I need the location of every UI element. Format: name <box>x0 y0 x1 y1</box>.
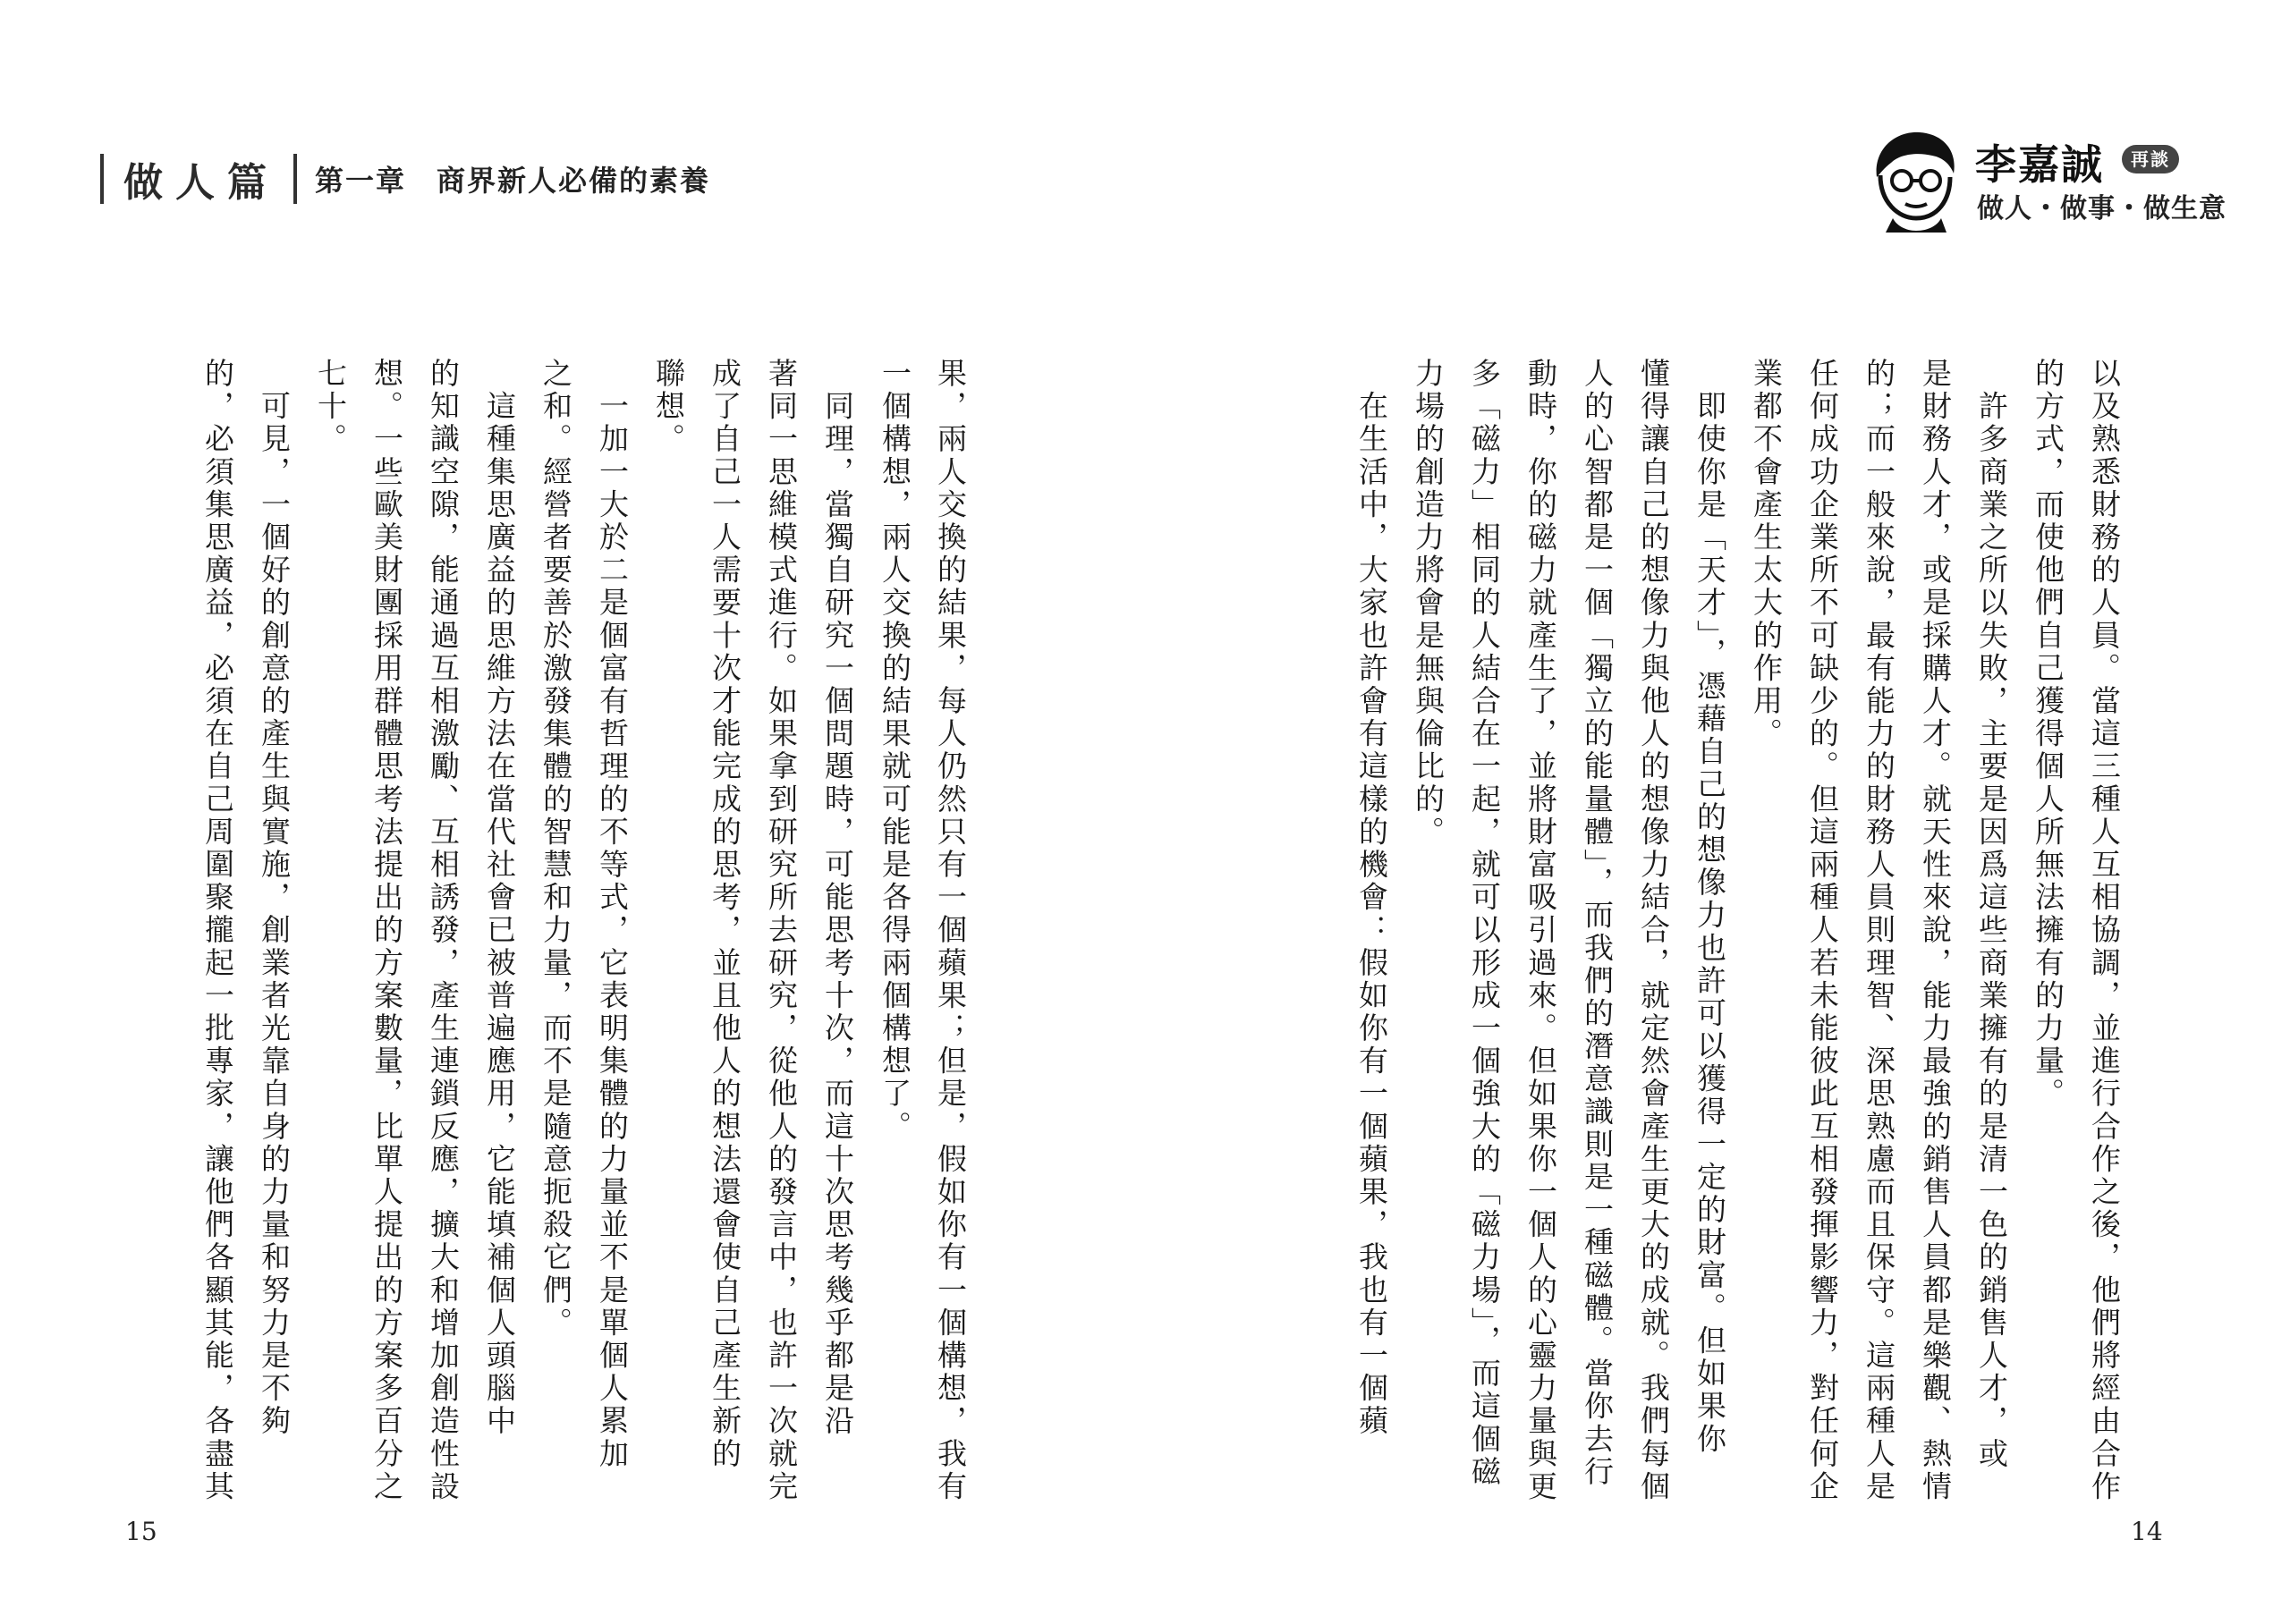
text-column: 任何成功企業所不可缺少的。但這兩種人若未能彼此互相發揮影響力，對任何企 <box>1805 358 1840 1503</box>
text-column: 這種集思廣益的思維方法在當代社會已被普遍應用，它能填補個人頭腦中 <box>482 358 517 1438</box>
page-number-right: 14 <box>2131 1517 2163 1546</box>
text-column: 著同一思維模式進行。如果拿到研究所去研究，從他人的發言中，也許一次就完 <box>764 358 799 1503</box>
section-title: 做人篇 <box>123 160 279 206</box>
text-column: 許多商業之所以失敗，主要是因爲這些商業擁有的是清一色的銷售人才，或 <box>1974 358 2009 1471</box>
text-column: 是財務人才，或是採購人才。就天性來說，能力最強的銷售人員都是樂觀、熱情 <box>1918 358 1953 1503</box>
text-column: 之和。經營者要善於激發集體的智慧和力量，而不是隨意扼殺它們。 <box>539 358 573 1340</box>
text-column: 可見，一個好的創意的產生與實施，創業者光靠自身的力量和努力是不夠 <box>257 358 292 1438</box>
text-column: 七十。 <box>313 358 348 456</box>
logo-badge: 再談 <box>2122 145 2179 173</box>
logo-subtitle: 做人・做事・做生意 <box>1977 193 2226 224</box>
text-column: 以及熟悉財務的人員。當這三種人互相協調，並進行合作之後，他們將經由合作 <box>2087 358 2122 1503</box>
text-column: 的；而一般來說，最有能力的財務人員則理智、深思熟慮而且保守。這兩種人是 <box>1862 358 1896 1503</box>
text-column: 同理，當獨自研究一個問題時，可能思考十次，而這十次思考幾乎都是沿 <box>820 358 855 1438</box>
page-number-left: 15 <box>125 1517 157 1546</box>
text-column: 懂得讓自己的想像力與他人的想像力結合，就定然會產生更大的成就。我們每個 <box>1636 358 1671 1503</box>
text-column: 的方式，而使他們自己獲得個人所無法擁有的力量。 <box>2031 358 2065 1111</box>
text-column: 成了自己一人需要十次才能完成的思考，並且他人的想法還會使自己產生新的 <box>708 358 742 1471</box>
author-portrait-icon <box>1861 125 1968 233</box>
text-column: 的，必須集思廣益，必須在自己周圍聚攏起一批專家，讓他們各顯其能，各盡其 <box>200 358 235 1503</box>
text-column: 的知識空隙，能通過互相激勵、互相誘發，產生連鎖反應，擴大和增加創造性設 <box>426 358 461 1503</box>
text-column: 動時，你的磁力就產生了，並將財富吸引過來。但如果你一個人的心靈力量與更 <box>1523 358 1558 1503</box>
book-logo <box>1861 125 2226 233</box>
chapter-title: 第一章 商界新人必備的素養 <box>315 164 711 198</box>
text-column: 在生活中，大家也許會有這樣的機會：假如你有一個蘋果，我也有一個蘋 <box>1354 358 1389 1438</box>
text-column: 業都不會產生太大的作用。 <box>1749 358 1784 751</box>
text-column: 一個構想，兩人交換的結果就可能是各得兩個構想了。 <box>878 358 912 1144</box>
text-column: 果，兩人交換的結果，每人仍然只有一個蘋果；但是，假如你有一個構想，我有 <box>933 358 968 1503</box>
text-column: 即使你是「天才」，憑藉自己的想像力也許可以獲得一定的財富。但如果你 <box>1692 358 1727 1456</box>
text-column: 一加一大於二是個富有哲理的不等式，它表明集體的力量並不是單個人累加 <box>595 358 630 1471</box>
text-column: 想。一些歐美財團採用群體思考法提出的方案數量，比單人提出的方案多百分之 <box>369 358 404 1503</box>
text-column: 聯想。 <box>651 358 686 456</box>
text-column: 人的心智都是一個「獨立的能量體」，而我們的潛意識則是一種磁體。當你去行 <box>1580 358 1615 1489</box>
logo-author-name: 李嘉誠 <box>1975 140 2104 189</box>
running-header <box>100 152 710 206</box>
text-column: 多「磁力」相同的人結合在一起，就可以形成一個強大的「磁力場」，而這個磁 <box>1467 358 1502 1489</box>
text-column: 力場的創造力將會是無與倫比的。 <box>1411 358 1446 849</box>
